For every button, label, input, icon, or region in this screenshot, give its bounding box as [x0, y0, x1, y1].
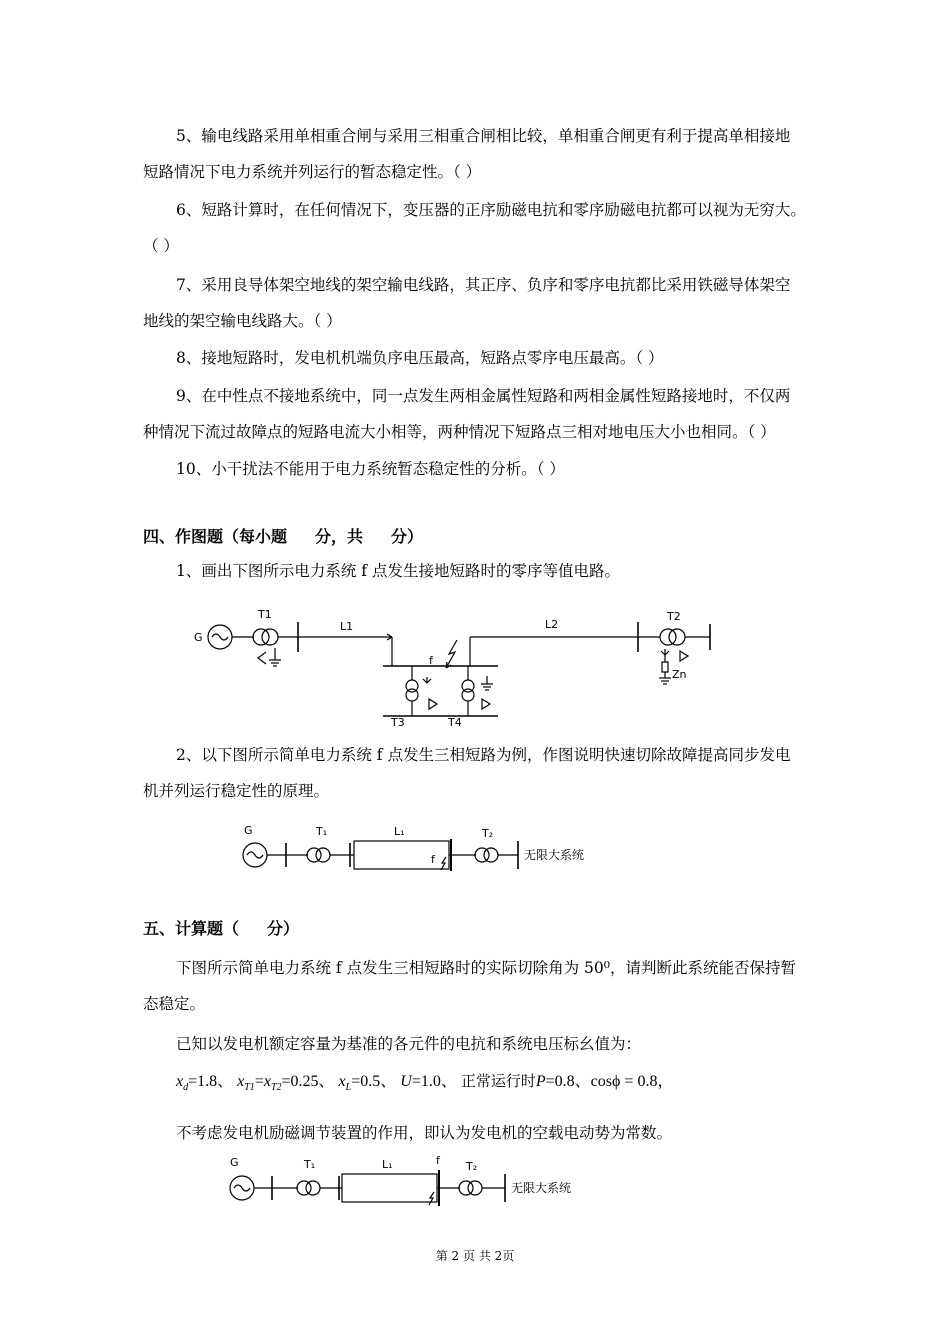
d3-label-t2: T₂: [466, 1160, 478, 1173]
d3-label-l1: L₁: [382, 1158, 393, 1171]
f-u: U: [400, 1073, 412, 1090]
f-p-val: =0.8、cosϕ = 0.8: [545, 1073, 658, 1090]
section-5-p1-line2: 态稳定。: [143, 995, 206, 1013]
generator-wave: [212, 634, 228, 640]
t3-delta-icon: [429, 699, 437, 709]
question-10-line1: 10、小干扰法不能用于电力系统暂态稳定性的分析。（ ）: [176, 460, 565, 478]
d3-fault-icon: [429, 1192, 434, 1205]
t2-winding-b: [669, 629, 685, 645]
f-p: P: [535, 1073, 546, 1090]
d2-label-system: 无限大系统: [524, 848, 585, 862]
d1-label-g: G: [194, 631, 203, 644]
question-9: [143, 378, 843, 414]
t1-delta-icon: [258, 652, 266, 664]
d1-label-t3: T3: [391, 716, 405, 729]
question-8-line1: 8、接地短路时，发电机机端负序电压最高，短路点零序电压最高。（ ）: [176, 349, 664, 367]
section-5-heading-a: 五、计算题（: [143, 919, 240, 938]
zn-impedance: [662, 662, 668, 672]
question-5-cont: [143, 154, 843, 190]
f-xt-val: =0.25、: [281, 1073, 335, 1090]
given-values-formula: [176, 1068, 673, 1093]
d3-t1-winding-b: [306, 1181, 320, 1195]
d1-label-l1: L1: [340, 620, 354, 633]
question-7-cont: [143, 303, 843, 339]
section-5-p2-text: 已知以发电机额定容量为基准的各元件的电抗和系统电压标幺值为：: [176, 1035, 642, 1053]
question-9-line1: 9、在中性点不接地系统中，同一点发生两相金属性短路和两相金属性短路接地时，不仅两: [176, 387, 791, 405]
t2-star-icon: [661, 649, 669, 655]
question-5-line1: 5、输电线路采用单相重合闸与采用三相重合闸相比较，单相重合闸更有利于提高单相接地: [176, 127, 791, 145]
f-xt1: x: [237, 1073, 245, 1090]
f-xd-val: =1.8、: [188, 1073, 234, 1090]
question-5: [143, 118, 843, 154]
f-eq1: =: [254, 1073, 264, 1090]
d1-label-t4: T4: [448, 716, 462, 729]
section-4-heading-b: 分，共: [315, 527, 364, 546]
section-4-q2-line2: 机并列运行稳定性的原理。: [143, 782, 330, 800]
fault-icon: [446, 640, 457, 668]
t1-winding-a: [253, 629, 269, 645]
f-xl-sub: L: [345, 1082, 352, 1094]
question-9-line2: 种情况下流过故障点的短路电流大小相等，两种情况下短路点三相对地电压大小也相同。（ ）: [143, 423, 776, 441]
f-xd-sub: d: [183, 1082, 189, 1094]
section-5-p3-text: 不考虑发电机励磁调节装置的作用，即认为发电机的空载电动势为常数。: [176, 1124, 673, 1142]
d3-t2-winding-b: [468, 1181, 482, 1195]
section-5-p3: [143, 1115, 843, 1151]
section-4-q1-text: 1、画出下图所示电力系统 f 点发生接地短路时的零序等值电路。: [176, 562, 620, 580]
d3-label-t1: T₁: [304, 1158, 316, 1171]
d1-label-l2: L2: [545, 618, 559, 631]
question-10: [143, 451, 843, 487]
f-xt2-sub: T2: [270, 1082, 282, 1094]
f-tail: ，: [657, 1073, 674, 1090]
section-4-heading: [143, 522, 423, 552]
d1-label-t1: T1: [258, 608, 272, 621]
section-4-q2: [143, 737, 843, 773]
question-9-cont: [143, 414, 843, 450]
d3-t1-winding-a: [297, 1181, 311, 1195]
d3-line-l1: [342, 1174, 437, 1202]
f-u-val: =1.0、: [411, 1073, 457, 1090]
section-4-q2-line1: 2、以下图所示简单电力系统 f 点发生三相短路为例，作图说明快速切除故障提高同步发电: [176, 746, 791, 764]
d2-label-g: G: [244, 824, 253, 837]
d3-label-g: G: [230, 1156, 239, 1169]
t1-winding-b: [262, 629, 278, 645]
section-4-heading-a: 四、作图题（每小题: [143, 527, 288, 546]
question-7-line1: 7、采用良导体架空地线的架空输电线路，其正序、负序和零序电抗都比采用铁磁导体架空: [176, 276, 791, 294]
question-6: [143, 192, 843, 228]
d3-t2-winding-a: [459, 1181, 473, 1195]
section-5-p1-line1: 下图所示简单电力系统 f 点发生三相短路时的实际切除角为 50⁰，请判断此系统能否保持暂: [176, 959, 796, 977]
d2-label-t1: T₁: [316, 825, 328, 838]
section-5-p2: [143, 1026, 843, 1062]
d3-label-system: 无限大系统: [511, 1181, 572, 1195]
diagram-1: [180, 600, 740, 735]
d2-t2-winding-b: [484, 848, 498, 862]
f-normal: 正常运行时: [460, 1072, 536, 1090]
question-5-line2: 短路情况下电力系统并列运行的暂态稳定性。（ ）: [143, 163, 482, 181]
question-7-line2: 地线的架空输电线路大。（ ）: [143, 312, 342, 330]
d2-t1-winding-b: [316, 848, 330, 862]
f-xd: x: [176, 1073, 184, 1090]
f-xt2: x: [263, 1073, 271, 1090]
question-8: [143, 340, 843, 376]
d2-fault-icon: [441, 857, 446, 870]
question-7: [143, 267, 843, 303]
t4-delta-icon: [482, 699, 490, 709]
d1-label-zn: Zn: [672, 668, 687, 681]
d1-label-f: f: [429, 654, 433, 667]
t2-winding-a: [660, 629, 676, 645]
question-6-line2: （ ）: [143, 237, 179, 255]
section-5-heading: [143, 914, 299, 944]
d3-label-f: f: [436, 1154, 440, 1167]
diagram-2: [230, 815, 630, 885]
f-xl-val: =0.5、: [351, 1073, 397, 1090]
d2-t2-winding-a: [475, 848, 489, 862]
f-xt1-sub: T1: [244, 1082, 255, 1094]
question-6-cont: [143, 228, 843, 264]
section-5-p1-cont: [143, 986, 843, 1022]
d2-label-f: f: [431, 853, 435, 866]
section-4-q2-cont: [143, 773, 843, 809]
d2-label-l1: L₁: [394, 825, 405, 838]
section-4-q1: [143, 553, 843, 589]
d2-label-t2: T₂: [482, 827, 494, 840]
t2-delta-icon: [680, 651, 688, 661]
diagram-3: [220, 1150, 620, 1220]
section-4-heading-c: 分）: [391, 527, 424, 546]
f-xl: x: [338, 1073, 346, 1090]
question-6-line1: 6、短路计算时，在任何情况下，变压器的正序励磁电抗和零序励磁电抗都可以视为无穷大。: [176, 201, 806, 219]
d1-label-t2: T2: [667, 610, 681, 623]
section-5-p1: [143, 950, 843, 986]
d2-t1-winding-a: [307, 848, 321, 862]
section-5-heading-b: 分）: [267, 919, 300, 938]
page-footer: 第 2 页 共 2页: [435, 1249, 515, 1263]
t3-star-icon: [423, 677, 431, 683]
